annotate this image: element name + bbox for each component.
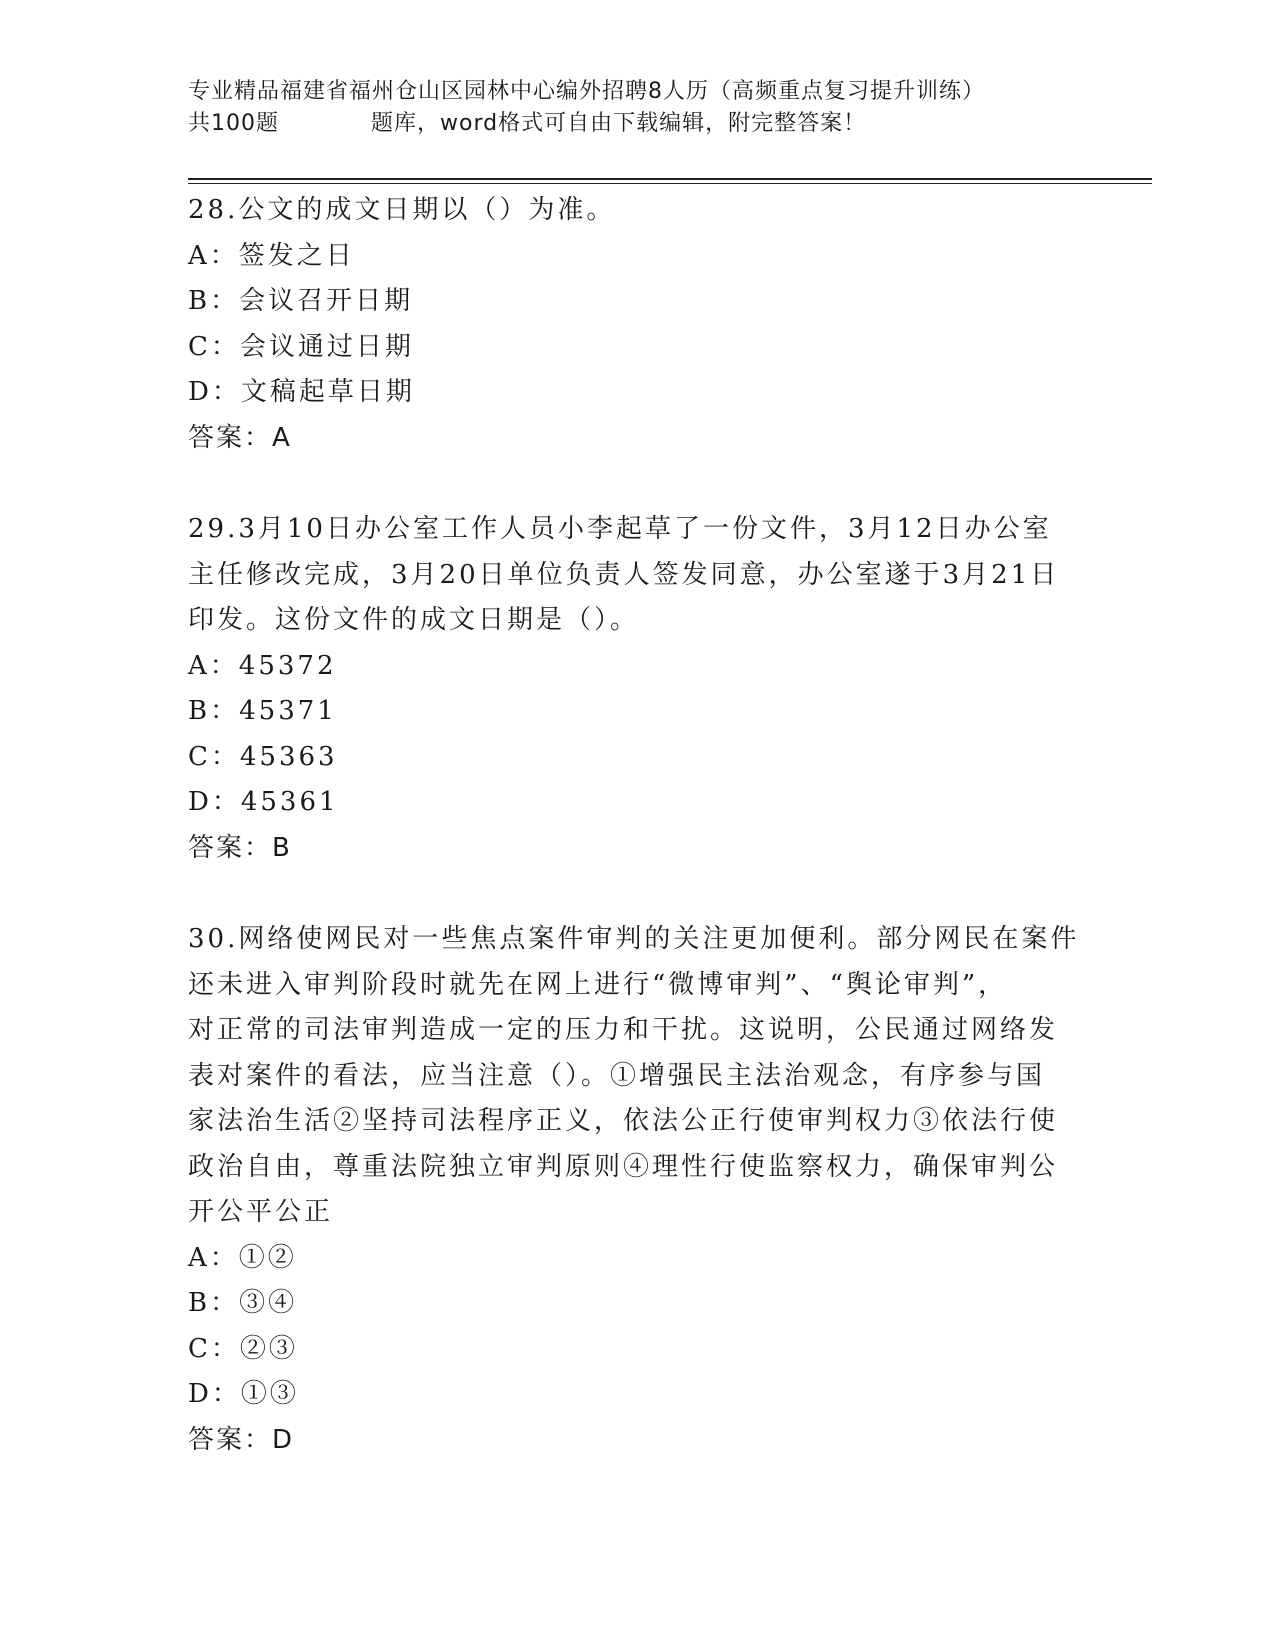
option-c: C：45363 — [188, 741, 338, 772]
question-stem-line: 对正常的司法审判造成一定的压力和干扰。这说明，公民通过网络发 — [188, 1015, 1059, 1045]
header-count: 共100题 — [188, 111, 279, 136]
header-format-note: 题库，word格式可自由下载编辑，附完整答案！ — [371, 111, 867, 136]
header-rule-thick — [188, 178, 1152, 180]
option-b: B：③④ — [188, 1288, 298, 1318]
question-stem-line: 还未进入审判阶段时就先在网上进行“微博审判”、“舆论审判”， — [188, 969, 1008, 1000]
question-stem-line: 家法治生活②坚持司法程序正义，依法公正行使审判权力③依法行使 — [188, 1106, 1059, 1136]
question-30 — [188, 917, 1088, 1463]
question-stem-line: 29.3月10日办公室工作人员小李起草了一份文件，3月12日办公室 — [188, 514, 1052, 544]
option-b: B：会议召开日期 — [188, 286, 414, 316]
header-subtitle-line — [188, 108, 1148, 140]
option-c: C：②③ — [188, 1333, 298, 1364]
question-stem-line: 30.网络使网民对一些焦点案件审判的关注更加便利。部分网民在案件 — [188, 924, 1080, 954]
question-stem-line: 政治自由，尊重法院独立审判原则④理性行使监察权力，确保审判公 — [188, 1151, 1059, 1182]
answer-line: 答案：A — [188, 422, 292, 453]
option-a: A：①② — [188, 1242, 297, 1273]
question-stem-line: 主任修改完成，3月20日单位负责人签发同意，办公室遂于3月21日 — [188, 559, 1060, 590]
answer-line: 答案：D — [188, 1424, 295, 1455]
option-a: A：签发之日 — [188, 240, 355, 271]
question-stem-line: 开公平公正 — [188, 1197, 334, 1227]
question-29 — [188, 507, 1088, 871]
option-c: C：会议通过日期 — [188, 331, 414, 362]
option-d: D：45361 — [188, 787, 339, 817]
option-b: B：45371 — [188, 696, 337, 726]
question-stem-line: 表对案件的看法，应当注意（）。①增强民主法治观念，有序参与国 — [188, 1060, 1046, 1091]
question-28 — [188, 188, 1088, 461]
question-stem-line: 印发。这份文件的成文日期是（）。 — [188, 605, 640, 635]
option-d: D：文稿起草日期 — [188, 377, 415, 407]
question-stem: 28.公文的成文日期以（）为准。 — [188, 195, 616, 225]
option-a: A：45372 — [188, 650, 337, 681]
answer-line: 答案：B — [188, 832, 292, 863]
header-title-line: 专业精品福建省福州仓山区园林中心编外招聘8人历（高频重点复习提升训练） — [188, 79, 985, 104]
option-d: D：①③ — [188, 1379, 299, 1409]
header-rule-thin — [188, 183, 1152, 184]
document-header — [188, 76, 1148, 140]
